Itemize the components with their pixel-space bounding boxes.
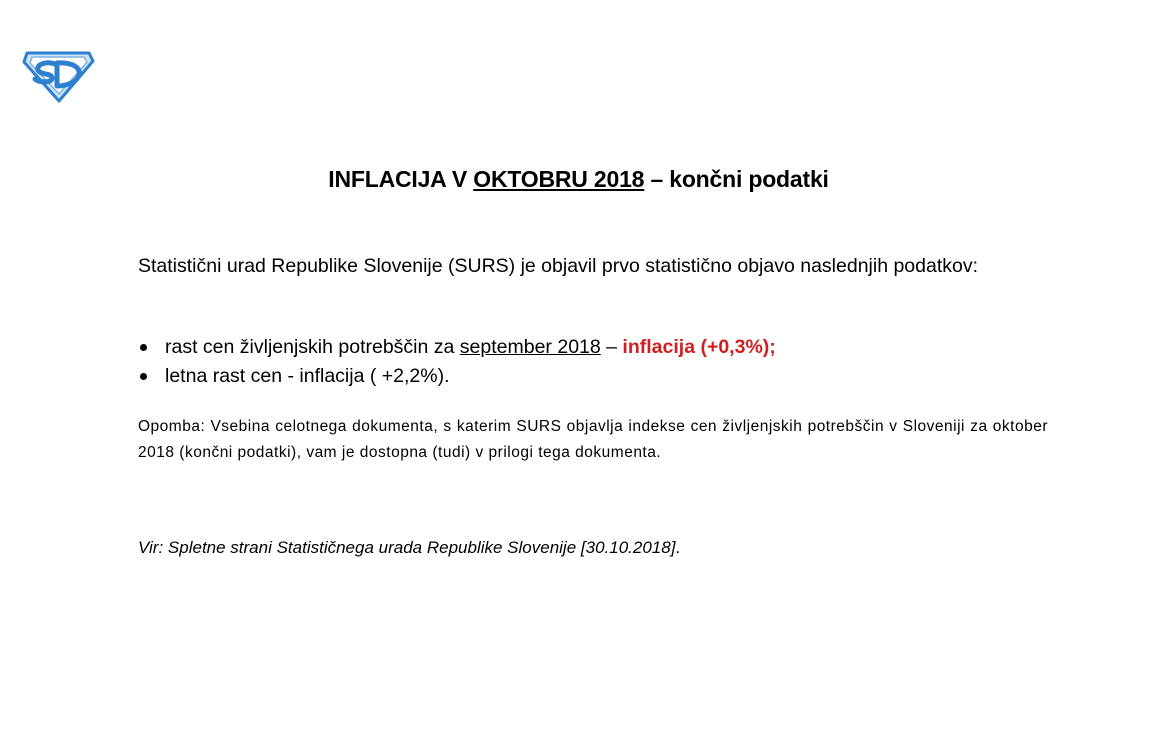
bullet-monthly-inflation: inflacija (+0,3%); bbox=[622, 336, 776, 358]
bullet-dot-icon bbox=[140, 373, 147, 380]
bullet-monthly-dash: – bbox=[600, 336, 623, 358]
bullet-item-monthly bbox=[138, 333, 1048, 362]
bullet-monthly-period: september 2018 bbox=[459, 336, 601, 358]
title-month-year: OKTOBRU 2018 bbox=[473, 166, 645, 192]
bullet-dot-icon bbox=[140, 344, 147, 351]
note-paragraph: Opomba: Vsebina celotnega dokumenta, s katerim SURS objavlja indekse cen življenjskih potrebščin v Sloveniji za oktober 2018 (končni podatki), vam je dostopna (tudi) v prilogi tega dokumenta. bbox=[138, 418, 1048, 461]
source-line bbox=[138, 538, 680, 558]
bullet-annual-text: letna rast cen - inflacija ( +2,2%). bbox=[165, 365, 450, 387]
title-part-1: INFLACIJA V bbox=[328, 166, 474, 192]
bullet-list bbox=[138, 333, 1048, 391]
bullet-monthly-prefix: rast cen življenjskih potrebščin za bbox=[165, 336, 460, 358]
bullet-item-annual bbox=[138, 362, 1048, 391]
title-part-2: – končni podatki bbox=[644, 166, 829, 192]
source-period: . bbox=[675, 538, 681, 557]
logo-letters: SD bbox=[21, 47, 23, 48]
source-text: Vir: Spletne strani Statističnega urada Republike Slovenije [30.10.2018] bbox=[138, 538, 676, 557]
shield-logo-icon bbox=[21, 47, 95, 104]
intro-paragraph: Statistični urad Republike Slovenije (SURS) je objavil prvo statistično objavo naslednjih podatkov: bbox=[138, 255, 979, 277]
document-title bbox=[0, 166, 1157, 193]
